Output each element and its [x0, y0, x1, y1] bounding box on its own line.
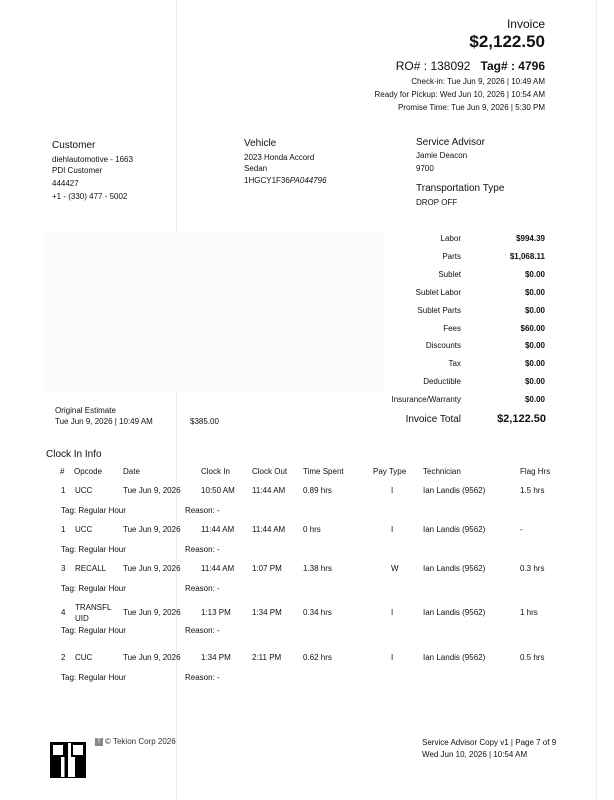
totals-label: Fees [443, 324, 461, 333]
totals-label: Insurance/Warranty [391, 395, 461, 404]
clock-row-tag: Tag: Regular Hour [61, 506, 126, 515]
footer-copy-info: Service Advisor Copy v1 | Page 7 of 9 [422, 738, 557, 747]
clock-cell-date: Tue Jun 9, 2026 [123, 486, 181, 495]
customer-type: PDI Customer [52, 166, 103, 175]
totals-label: Sublet [438, 270, 461, 279]
clock-cell-pay: I [391, 608, 394, 617]
clock-cell-spent: 0.62 hrs [303, 653, 332, 662]
clock-cell-opcode: UCC [75, 486, 93, 495]
totals-value: $0.00 [524, 377, 545, 386]
invoice-total-header: $2,122.50 [469, 32, 545, 51]
clock-cell-num: 2 [61, 653, 66, 662]
clock-cell-spent: 0 hrs [303, 525, 321, 534]
vehicle-body: Sedan [244, 164, 268, 173]
estimate-date: Tue Jun 9, 2026 | 10:49 AM [55, 417, 153, 426]
clock-cell-num: 3 [61, 564, 66, 573]
totals-value: $0.00 [524, 288, 545, 297]
vin-suffix: PA044796 [289, 176, 327, 185]
clock-cell-out: 11:44 AM [252, 486, 286, 495]
totals-label: Sublet Parts [417, 306, 461, 315]
clock-cell-pay: I [391, 525, 394, 534]
totals-value: $0.00 [524, 341, 545, 350]
clock-cell-date: Tue Jun 9, 2026 [123, 653, 181, 662]
clock-cell-flag: - [520, 525, 523, 534]
promise-time: Promise Time: Tue Jun 9, 2026 | 5:30 PM [397, 103, 545, 112]
vin-prefix: 1HGCY1F36 [244, 176, 290, 185]
clock-cell-opcode: CUC [75, 653, 93, 662]
customer-id: 444427 [52, 179, 79, 188]
col-time-spent: Time Spent [303, 467, 344, 476]
clock-cell-in: 1:34 PM [201, 653, 231, 662]
clock-cell-tech: Ian Landis (9562) [423, 564, 486, 573]
clock-cell-in: 11:44 AM [201, 564, 235, 573]
clock-row-reason: Reason: - [185, 584, 220, 593]
scan-artifact-line [596, 0, 597, 800]
totals-value: $1,068.11 [509, 252, 545, 261]
totals-label: Labor [440, 234, 461, 243]
ro-tag-line [396, 59, 545, 73]
estimate-amount: $385.00 [190, 417, 219, 426]
vehicle-vin [244, 176, 327, 185]
transport-heading: Transportation Type [416, 183, 505, 194]
clock-cell-num: 1 [61, 486, 66, 495]
clock-cell-date: Tue Jun 9, 2026 [123, 608, 181, 617]
col-date: Date [123, 467, 140, 476]
clock-cell-opcode: RECALL [75, 564, 107, 573]
col-opcode: Opcode [74, 467, 103, 476]
col-clock-in: Clock In [201, 467, 230, 476]
estimate-heading: Original Estimate [55, 406, 116, 415]
clock-cell-pay: W [391, 564, 399, 573]
qr-code [51, 743, 85, 777]
customer-phone: +1 - (330) 477 - 5002 [52, 192, 128, 201]
advisor-name: Jamie Deacon [416, 151, 468, 160]
ro-label: RO# : [395, 59, 428, 73]
clock-row [0, 653, 614, 667]
totals-value: $0.00 [524, 306, 545, 315]
customer-name: diehlautomotive - 1663 [52, 155, 133, 164]
clock-cell-date: Tue Jun 9, 2026 [123, 525, 181, 534]
clock-cell-date: Tue Jun 9, 2026 [123, 564, 181, 573]
col-flag-hrs: Flag Hrs [520, 467, 551, 476]
advisor-id: 9700 [416, 164, 434, 173]
footer-timestamp: Wed Jun 10, 2026 | 10:54 AM [422, 750, 528, 759]
clock-cell-tech: Ian Landis (9562) [423, 608, 486, 617]
transport-value: DROP OFF [416, 198, 458, 207]
totals-value: $60.00 [520, 324, 545, 333]
clock-row [0, 564, 614, 578]
totals-value: $0.00 [524, 359, 545, 368]
clock-cell-out: 11:44 AM [252, 525, 286, 534]
col-num: # [60, 467, 65, 476]
clock-cell-flag: 0.3 hrs [520, 564, 545, 573]
invoice-total-value: $2,122.50 [497, 413, 546, 425]
clock-cell-pay: I [391, 486, 394, 495]
ro-number: 138092 [430, 59, 471, 73]
customer-heading: Customer [52, 140, 96, 151]
clock-cell-in: 10:50 AM [201, 486, 235, 495]
clock-row-reason: Reason: - [185, 673, 220, 682]
clock-row-reason: Reason: - [185, 545, 220, 554]
advisor-heading: Service Advisor [416, 137, 485, 148]
col-pay-type: Pay Type [373, 467, 407, 476]
clock-cell-spent: 0.34 hrs [303, 608, 332, 617]
totals-value: $0.00 [524, 270, 545, 279]
totals-value: $0.00 [524, 395, 545, 404]
col-technician: Technician [423, 467, 461, 476]
clock-cell-in: 1:13 PM [201, 608, 231, 617]
clock-row [0, 486, 614, 500]
totals-label: Tax [448, 359, 461, 368]
clock-cell-out: 1:34 PM [252, 608, 282, 617]
ready-time: Ready for Pickup: Wed Jun 10, 2026 | 10:54 AM [374, 90, 545, 99]
tag-number: 4796 [518, 59, 545, 73]
clock-cell-pay: I [391, 653, 394, 662]
invoice-title: Invoice [506, 17, 545, 31]
clock-cell-out: 1:07 PM [252, 564, 282, 573]
clock-cell-in: 11:44 AM [201, 525, 235, 534]
clock-heading: Clock In Info [46, 449, 102, 460]
clock-cell-opcode: TRANSFL [75, 603, 112, 612]
clock-cell-tech: Ian Landis (9562) [423, 486, 486, 495]
clock-cell-tech: Ian Landis (9562) [423, 525, 486, 534]
vehicle-heading: Vehicle [244, 138, 277, 149]
clock-row [0, 525, 614, 539]
checkin-time: Check-in: Tue Jun 9, 2026 | 10:49 AM [411, 77, 545, 86]
totals-label: Parts [442, 252, 461, 261]
clock-cell-out: 2:11 PM [252, 653, 282, 662]
clock-row-reason: Reason: - [185, 506, 220, 515]
clock-cell-num: 1 [61, 525, 66, 534]
clock-row-tag: Tag: Regular Hour [61, 584, 126, 593]
clock-cell-tech: Ian Landis (9562) [423, 653, 486, 662]
clock-row-tag: Tag: Regular Hour [61, 626, 126, 635]
tekion-logo-icon: T [95, 738, 103, 746]
clock-cell-num: 4 [61, 608, 66, 617]
totals-label: Discounts [425, 341, 461, 350]
clock-row-reason: Reason: - [185, 626, 220, 635]
clock-cell-spent: 0.89 hrs [303, 486, 332, 495]
clock-cell-flag: 1 hrs [520, 608, 538, 617]
totals-value: $994.39 [516, 234, 545, 243]
clock-table-header [0, 467, 614, 481]
col-clock-out: Clock Out [252, 467, 288, 476]
clock-cell-spent: 1.38 hrs [303, 564, 332, 573]
totals-label: Sublet Labor [415, 288, 461, 297]
scan-artifact-line [176, 0, 177, 800]
invoice-total-label: Invoice Total [405, 414, 461, 425]
totals-label: Deductible [423, 377, 461, 386]
clock-cell-flag: 1.5 hrs [520, 486, 545, 495]
scan-shade [44, 232, 384, 392]
clock-cell-flag: 0.5 hrs [520, 653, 545, 662]
clock-cell-opcode: UCC [75, 525, 93, 534]
vehicle-model: 2023 Honda Accord [244, 153, 315, 162]
clock-row-tag: Tag: Regular Hour [61, 545, 126, 554]
tag-label: Tag# : [480, 59, 515, 73]
footer-copyright [95, 737, 176, 746]
clock-cell-opcode-cont: UID [75, 614, 89, 623]
copyright-text: © Tekion Corp 2026 [105, 737, 176, 746]
clock-row-tag: Tag: Regular Hour [61, 673, 126, 682]
